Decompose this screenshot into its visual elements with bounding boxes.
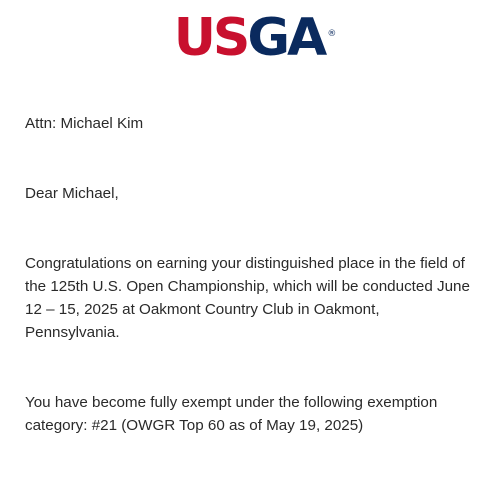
exemption-paragraph: You have become fully exempt under the following exemption category: #21 (OWGR Top 60 as of May 19, 2025) xyxy=(25,394,438,434)
header xyxy=(0,8,486,68)
logo-us-text: US xyxy=(173,8,248,68)
logo-ga-text: GA xyxy=(247,8,325,68)
congratulations-paragraph: Congratulations on earning your distinguished place in the field of the 125th U.S. Open Championship, which will be conducted June 12 – 15, 2025 at Oakmont Country Club in Oakmont, Pennsylvania. xyxy=(25,255,470,341)
attention-line: Attn: Michael Kim xyxy=(25,115,144,132)
salutation: Dear Michael, xyxy=(25,185,119,202)
letter-body xyxy=(25,112,475,437)
usga-logo xyxy=(173,8,337,68)
registered-mark: ® xyxy=(327,29,337,39)
